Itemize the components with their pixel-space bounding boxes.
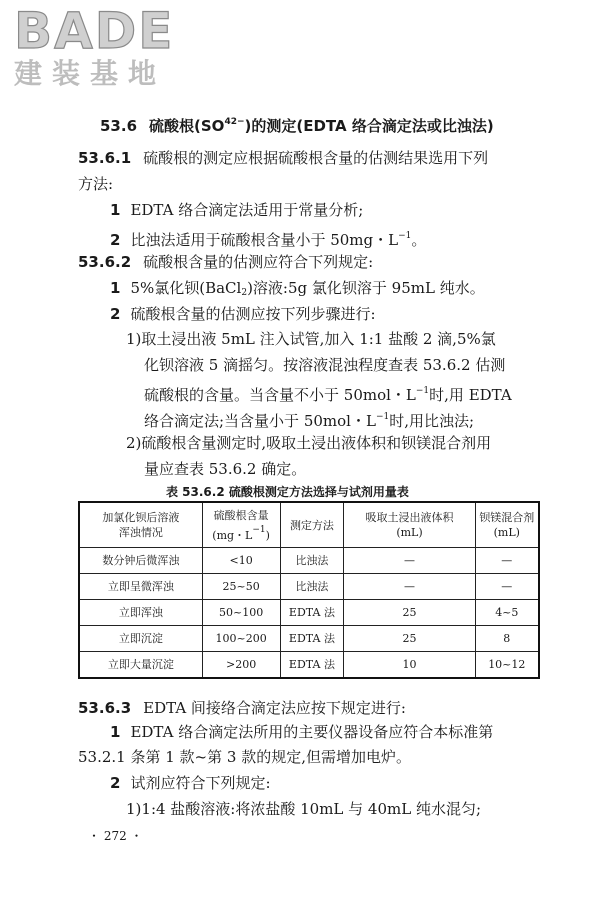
col-header-line: 浑浊情况 — [118, 526, 163, 539]
col-header — [280, 502, 344, 548]
col-header-line: 加氯化钡后溶液 — [102, 511, 180, 524]
item-sub: 2 — [241, 288, 248, 298]
table-cell: 立即呈微浑浊 — [79, 574, 202, 600]
list-item — [110, 226, 426, 250]
sub-item-sup: −1 — [415, 386, 430, 396]
clause-text: EDTA 间接络合滴定法应按下规定进行: — [143, 699, 406, 717]
list-item — [110, 278, 485, 303]
item-number: 2 — [110, 231, 121, 249]
list-item — [110, 304, 376, 324]
table-cell: <10 — [202, 548, 280, 574]
col-header-line: 测定方法 — [289, 518, 334, 532]
col-header — [79, 502, 202, 548]
clause-text: 硫酸根含量的估测应符合下列规定: — [143, 253, 374, 271]
table-cell: 立即大量沉淀 — [79, 652, 202, 679]
col-header-line: 钡镁混合剂 — [479, 511, 535, 524]
table-cell: — — [475, 548, 539, 574]
clause-text-line2: 方法: — [78, 175, 114, 193]
item-number: 2 — [110, 305, 121, 323]
sub-item-line: 1)1:4 盐酸溶液:将浓盐酸 10mL 与 40mL 纯水混匀; — [126, 800, 482, 818]
section-title-sup: 2− — [230, 117, 245, 127]
item-text-post: )溶液:5g 氯化钡溶于 95mL 纯水。 — [247, 279, 485, 297]
table-cell: EDTA 法 — [280, 600, 344, 626]
table-cell: 比浊法 — [280, 574, 344, 600]
table-cell: 立即浑浊 — [79, 600, 202, 626]
table-row — [79, 652, 539, 679]
item-number: 1 — [110, 279, 121, 297]
table-cell: 50~100 — [202, 600, 280, 626]
item-number: 1 — [110, 723, 121, 741]
col-header-line: 吸取土浸出液体积 — [365, 511, 454, 524]
item-number: 1 — [110, 201, 121, 219]
sub-item-text-post: 时,用比浊法; — [389, 412, 475, 430]
list-item — [110, 200, 363, 220]
table-cell: — — [344, 574, 475, 600]
item-text: EDTA 络合滴定法适用于常量分析; — [130, 201, 364, 219]
table-cell: 8 — [475, 626, 539, 652]
table-cell: EDTA 法 — [280, 652, 344, 679]
col-header-line: 硫酸根含量 — [213, 508, 269, 522]
section-title-post: )的测定(EDTA 络合滴定法或比浊法) — [244, 117, 494, 135]
table-cell: 10~12 — [475, 652, 539, 679]
table-row — [79, 626, 539, 652]
col-header-line: (mL) — [493, 526, 520, 539]
table-cell: 10 — [344, 652, 475, 679]
page-number: ・ 272 ・ — [88, 829, 143, 843]
item-number: 2 — [110, 774, 121, 792]
col-header-line: (mg・L — [212, 528, 253, 542]
col-header — [475, 502, 539, 548]
item-text: 5%氯化钡(BaCl — [130, 279, 242, 297]
item-text-line2: 53.2.1 条第 1 款~第 3 款的规定,但需增加电炉。 — [78, 748, 411, 766]
list-item — [110, 773, 271, 793]
col-header-sup: −1 — [252, 524, 266, 535]
clause-number: 53.6.1 — [78, 149, 132, 167]
table-cell: 数分钟后微浑浊 — [79, 548, 202, 574]
col-header — [202, 502, 280, 548]
sub-item-line: 1)取土浸出液 5mL 注入试管,加入 1:1 盐酸 2 滴,5%氯 — [126, 330, 496, 348]
sub-item-sup: −1 — [375, 412, 390, 422]
sub-item-text: 硫酸根的含量。当含量不小于 50mol・L — [144, 386, 416, 404]
table-cell: — — [344, 548, 475, 574]
col-header — [344, 502, 475, 548]
logo — [14, 4, 184, 90]
sub-item-line: 量应查表 53.6.2 确定。 — [144, 460, 307, 478]
table-cell: 100~200 — [202, 626, 280, 652]
sub-item-line — [144, 381, 512, 405]
item-text: EDTA 络合滴定法所用的主要仪器设备应符合本标准第 — [130, 723, 494, 741]
sub-item-text: 络合滴定法;当含量小于 50mol・L — [144, 412, 376, 430]
data-table — [78, 501, 540, 679]
table-caption: 表 53.6.2 硫酸根测定方法选择与试剂用量表 — [166, 485, 409, 499]
table-row — [79, 574, 539, 600]
table-cell: >200 — [202, 652, 280, 679]
table-row — [79, 600, 539, 626]
col-header-line: (mL) — [396, 526, 423, 539]
clause-53-6-1 — [78, 148, 488, 168]
section-number: 53.6 — [100, 117, 138, 135]
table-cell: 立即沉淀 — [79, 626, 202, 652]
table-cell: EDTA 法 — [280, 626, 344, 652]
col-header-line: ) — [265, 528, 270, 542]
section-title — [100, 112, 494, 136]
sub-item-text-post: 时,用 EDTA — [429, 386, 512, 404]
item-text: 试剂应符合下列规定: — [130, 774, 271, 792]
clause-53-6-2 — [78, 252, 373, 272]
sub-item-line — [144, 407, 474, 431]
clause-text: 硫酸根的测定应根据硫酸根含量的估测结果选用下列 — [143, 149, 489, 167]
logo-subtitle: 建装基地 — [14, 57, 167, 90]
table-cell: 4~5 — [475, 600, 539, 626]
item-text-post: 。 — [411, 231, 427, 249]
item-text: 硫酸根含量的估测应按下列步骤进行: — [130, 305, 376, 323]
item-sup: −1 — [398, 231, 412, 241]
section-title-sub: 4 — [224, 117, 231, 127]
sub-item-line: 2)硫酸根含量测定时,吸取土浸出液体积和钡镁混合剂用 — [126, 434, 492, 452]
list-item — [110, 722, 493, 742]
table-header-row — [79, 502, 539, 548]
clause-number: 53.6.2 — [78, 253, 132, 271]
table-cell: 25~50 — [202, 574, 280, 600]
table-row — [79, 548, 539, 574]
table-cell: — — [475, 574, 539, 600]
table-cell: 比浊法 — [280, 548, 344, 574]
table-cell: 25 — [344, 600, 475, 626]
clause-53-6-3 — [78, 698, 406, 718]
logo-word: BADE — [14, 2, 175, 60]
clause-number: 53.6.3 — [78, 699, 132, 717]
table-cell: 25 — [344, 626, 475, 652]
sub-item-line: 化钡溶液 5 滴摇匀。按溶液混浊程度查表 53.6.2 估测 — [144, 356, 506, 374]
section-title-pre: 硫酸根(SO — [149, 117, 225, 135]
item-text: 比浊法适用于硫酸根含量小于 50mg・L — [130, 231, 399, 249]
